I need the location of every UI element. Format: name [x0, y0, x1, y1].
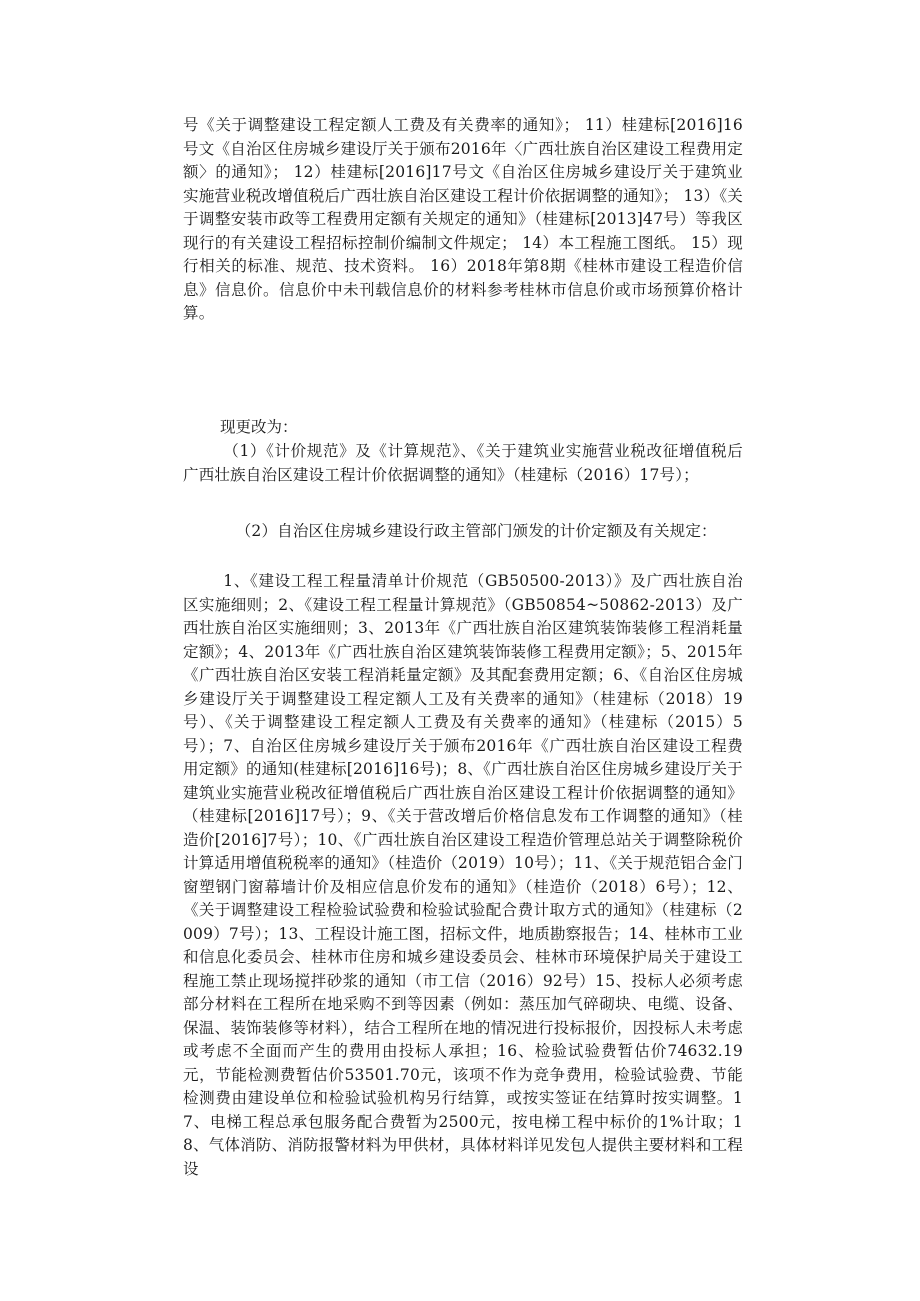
top-paragraph: 号《关于调整建设工程定额人工费及有关费率的通知》； 11）桂建标[2016]16号文《自治区住房城乡建设厅关于颁布2016年〈广西壮族自治区建设工程费用定额〉的通知》； 12）桂建标[2016]17号文《自治区住房城乡建设厅关于建筑业实施营业税改增值税后广西壮族自治区建设工程计价依据调整的通知》； 13）《关于调整安装市政等工程费用定额有关规定的通知》（桂建标[2013]47号）等我区现行的有关建设工程招标控制价编制文件规定； 14）本工程施工图纸。 15）现行相关的标准、规范、技术资料。 16）2018年第8期《桂林市建设工程造价信息》信息价。信息价中未刊载信息价的材料参考桂林市信息价或市场预算价格计算。 [183, 116, 743, 322]
item-2-paragraph: （2）自治区住房城乡建设行政主管部门颁发的计价定额及有关规定： [235, 522, 717, 540]
item-list-paragraph: 1、《建设工程工程量清单计价规范（GB50500-2013）》及广西壮族自治区实施细则；2、《建设工程工程量计算规范》（GB50854~50862-2013）及广西壮族自治区实施细则；3、2013年《广西壮族自治区建筑装饰装修工程消耗量定额》；4、2013年《广西壮族自治区建筑装饰装修工程费用定额》；5、2015年《广西壮族自治区安装工程消耗量定额》及其配套费用定额；6、《自治区住房城乡建设厅关于调整建设工程定额人工及有关费率的通知》（桂建标（2018）19号）、《关于调整建设工程定额人工费及有关费率的通知》（桂建标（2015）5号）；7、自治区住房城乡建设厅关于颁布2016年《广西壮族自治区建设工程费用定额》的通知(桂建标[2016]16号)；8、《广西壮族自治区住房城乡建设厅关于建筑业实施营业税改征增值税后广西壮族自治区建设工程计价依据调整的通知》（桂建标[2016]17号）；9、《关于营改增后价格信息发布工作调整的通知》（桂造价[2016]7号）；10、《广西壮族自治区建设工程造价管理总站关于调整除税价计算适用增值税税率的通知》（桂造价（2019）10号）；11、《关于规范铝合金门窗塑钢门窗幕墙计价及相应信息价发布的通知》（桂造价（2018）6号）；12、《关于调整建设工程检验试验费和检验试验配合费计取方式的通知》（桂建标（2009）7号）；13、工程设计施工图，招标文件，地质勘察报告；14、桂林市工业和信息化委员会、桂林市住房和城乡建设委员会、桂林市环境保护局关于建设工程施工禁止现场搅拌砂浆的通知（市工信（2016）92号）15、投标人必须考虑部分材料在工程所在地采购不到等因素（例如：蒸压加气碎砌块、电缆、设备、保温、装饰装修等材料），结合工程所在地的情况进行投标报价，因投标人未考虑或考虑不全面而产生的费用由投标人承担；16、检验试验费暂估价74632.19元，节能检测费暂估价53501.70元，该项不作为竞争费用，检验试验费、节能检测费由建设单位和检验试验机构另行结算，或按实签证在结算时按实调整。17、电梯工程总承包服务配合费暂为2500元，按电梯工程中标价的1%计取；18、气体消防、消防报警材料为甲供材，具体材料详见发包人提供主要材料和工程设 [183, 572, 743, 1178]
item-1-paragraph: （1）《计价规范》及《计算规范》、《关于建筑业实施营业税改征增值税后广西壮族自治区建设工程计价依据调整的通知》（桂建标（2016）17号）； [183, 442, 743, 484]
section-heading: 现更改为： [220, 418, 298, 436]
